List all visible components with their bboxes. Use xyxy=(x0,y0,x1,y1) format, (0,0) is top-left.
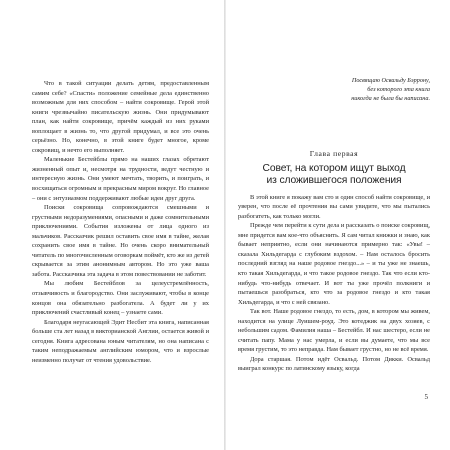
right-paragraph-4: Дора старшая. Потом идёт Освальд. Потом Дикки. Освальд выиграл конкурс по латинскому языку, когда xyxy=(238,355,430,373)
right-paragraph-1: В этой книге я покажу вам сто и один способ найти сокровище, и уверен, что после её прочтения вы сами увидите, что мы пытались разбогатеть, как только могли. xyxy=(238,193,430,220)
chapter-title-line: Совет, на котором ищут выход xyxy=(262,163,406,175)
chapter-title-line: из сложившегося положения xyxy=(266,174,402,186)
dedication-line: без которого эта книга xyxy=(367,85,430,93)
left-page xyxy=(0,0,224,450)
right-page xyxy=(226,0,450,450)
chapter-title xyxy=(238,163,430,186)
dedication-line: никогда не была бы написана. xyxy=(351,94,430,102)
chapter-label: Глава первая xyxy=(309,149,359,159)
left-paragraph-5: Благодаря неугасающей Эдит Несбит эта книга, написанная больше ста лет назад в викторианской Англии, остается живой и сегодня. Книга адресована юным читателям, но она написана с таким неподражаемым английским юмором, что и взрослые неизменно получат от чтения удовольствие. xyxy=(32,318,209,364)
left-paragraph-2: Маленькие Бестейблы прямо на наших глазах обретают жизненный опыт и, несмотря на трудности, ведут честную и интересную жизнь. Они умеют мечтать, творить, и поиграть, и восхищаться огромным и прекрасным миром вокруг. Но главное – они с энтузиазмом поддерживают любые идеи друг друга. xyxy=(32,156,209,202)
dedication xyxy=(308,77,430,103)
left-paragraph-1: Что в такой ситуации делать детям, предоставленным самим себе? «Спасти» положение семейные дела единственно возможным для них способом – найти сокровище. Герой этой книги чрезвычайно писательскую жизнь. Они придумывают план, как найти сокровище, причём каждый из них руками воплощает в жизнь то, что другой придумал, и все это очень серьёзно. Но, конечно, в этой книге будет многое, кроме сокровищ, и нечто его выполняет. xyxy=(32,80,209,154)
dedication-line: Посвящаю Освальду Бэррону, xyxy=(351,77,430,84)
right-paragraph-3: Так вот. Наше родовое гнездо, то есть, дом, в котором мы живем, находится на улице Луишем-роуд. Это котеджик на двух хозяев, с небольшим садом. Фамилия наша – Бестейбл. И нас шестеро, если не считать папу. Мама у нас умерла, и если вы думаете, что мы все время грустим, то это неправда. Нам бывает грустно, но не всё время. xyxy=(238,308,430,354)
left-paragraph-3: Поиски сокровища сопровождаются смешными и грустными недоразумениями, опасными и даже сомнительными приключениями. События изложены от лица одного из мальчиков. Рассказчик решил оставить свое имя в тайне, желая сохранить свое имя в тайне. Но очень скоро внимательный читатель по многочисленным оговоркам поймёт, кто же из детей скрывается за этим анонимным автором. Но это уже ваша забота. Рассказчика эта задача в этом повествовании не заботит. xyxy=(32,204,209,278)
right-paragraph-2: Прежде чем перейти к сути дела и рассказать о поиске сокровищ, мне придется вам кое-что объяснить. Я сам читал книжки и знаю, как бывает неприятно, если они начинаются примерно так: «Увы! – сказала Хильдегарда с глубоким вздохом. – Нам осталось бросить последний взгляд на наше родовое гнездо...» – и ты уже не знаешь, кто такая Хильдегарда, и что такое родовое гнездо. Так что если кто-нибудь что-нибудь отвечает. И вот ты уже прочёл полкниги и пытаешься разобраться, кто что за родовое гнездо и кто такая Хильдегарда, и что с ней связано. xyxy=(238,222,430,306)
left-paragraph-4: Мы любим Бестейблов за целеустремлённость, отзывчивость и благородство. Они заслуживают, чтобы в конце концов она обязательно разбогатела. А будет ли у их приключений счастливый конец – узнаете сами. xyxy=(32,280,209,317)
page-number: 5 xyxy=(424,393,428,401)
